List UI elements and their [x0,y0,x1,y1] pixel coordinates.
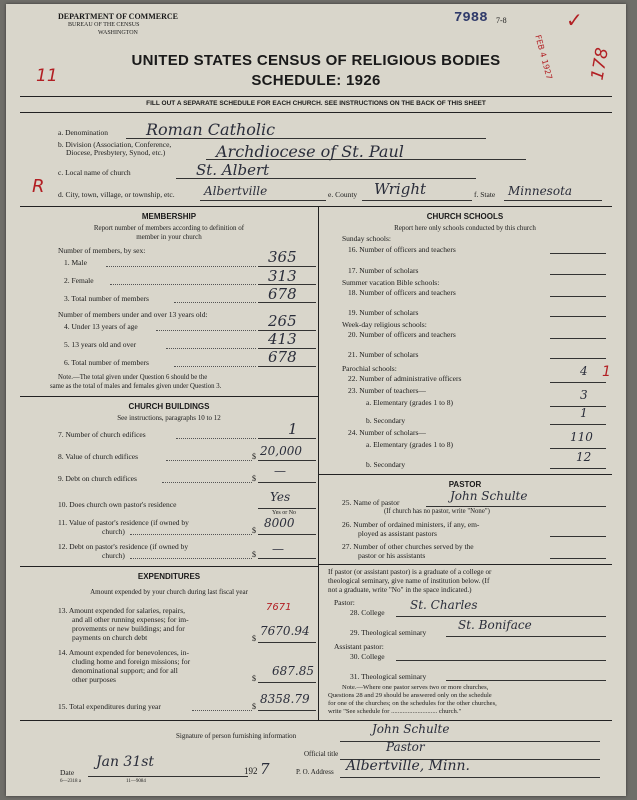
pastor-note4: write "See schedule for ............................ church." [328,708,462,715]
pastor-note1: Note.—Where one pastor serves two or more churches, [342,684,489,691]
membership-note2: same as the total of males and females given under Question 3. [50,383,222,390]
schools-sub: Report here only schools conducted by this church [394,224,536,232]
value-year: 7 [260,760,270,778]
value-q7: 1 [288,420,298,438]
form-title: UNITED STATES CENSUS OF RELIGIOUS BODIES [131,52,501,69]
label-q19: 19. Number of scholars [348,308,419,317]
label-q14a: 14. Amount expended for benevolences, in- [58,648,190,657]
label-q15: 15. Total expenditures during year [58,702,161,711]
label-q14d: other purposes [72,675,116,684]
membership-heading: MEMBERSHIP [141,212,197,221]
label-state: f. State [474,190,496,199]
label-q20: 20. Number of officers and teachers [348,330,456,339]
label-q13b: and all other running expenses; for im- [72,615,189,624]
value-q12: — [272,542,284,556]
label-q12b: church) [102,551,125,560]
received-date-stamp: FEB 4 1927 [533,34,554,81]
label-county: e. County [328,190,358,199]
label-year-prefix: 192 [244,766,258,776]
label-q2: 2. Female [64,276,94,285]
value-local-name: St. Albert [196,161,270,179]
hint-q10: Yes or No [272,510,297,516]
value-date: Jan 31st [96,754,155,770]
label-q23: 23. Number of teachers— [348,386,426,395]
label-q4: 4. Under 13 years of age [64,322,138,331]
stamp-suffix: 7-8 [496,16,507,25]
value-city: Albertville [204,184,268,198]
value-q5: 413 [268,330,297,348]
red-check-mark: ✓ [566,8,583,32]
label-by-sex: Number of members, by sex: [58,246,146,255]
value-q8: 20,000 [260,444,302,458]
value-q11: 8000 [264,516,295,530]
label-q27b: pastor or his assistants [358,551,426,560]
value-q13: 7670.94 [260,624,310,638]
pastor-note3: for one of the churches; on the schedules for the other churches, [328,700,497,707]
membership-sub1: Report number of members according to definition of [93,224,245,232]
label-q27a: 27. Number of other churches served by the [342,542,474,551]
label-signature: Signature of person furnishing information [176,732,297,740]
hint-q25: (If church has no pastor, write "None") [384,508,490,515]
pastor-para2: theological seminary, give name of institution below. (If [328,577,490,585]
label-city: d. City, town, village, or township, etc. [58,190,175,199]
label-po-address: P. O. Address [296,768,334,776]
label-asst: Assistant pastor: [334,642,384,651]
label-sunday: Sunday schools: [342,234,391,243]
red-mark-q22: 1 [602,364,611,380]
value-q25: John Schulte [450,489,528,503]
value-state: Minnesota [508,184,573,198]
label-q30: 30. College [350,652,385,661]
value-county: Wright [374,180,427,198]
label-q31: 31. Theological seminary [350,672,427,681]
label-official-title: Official title [304,750,339,758]
form-subtitle: SCHEDULE: 1926 [251,72,381,89]
label-q23a: a. Elementary (grades 1 to 8) [366,398,454,407]
value-q10: Yes [270,490,291,504]
value-po-address: Albertville, Minn. [346,758,470,774]
label-q7: 7. Number of church edifices [58,430,146,439]
buildings-sub: See instructions, paragraphs 10 to 12 [117,414,221,422]
label-denomination: a. Denomination [58,128,108,137]
label-q24: 24. Number of scholars— [348,428,426,437]
label-q11b: church) [102,527,125,536]
city-name: WASHINGTON [98,30,138,36]
red-number-right: 178 [587,46,613,82]
instruction-line: FILL OUT A SEPARATE SCHEDULE FOR EACH CHURCH. SEE INSTRUCTIONS ON THE BACK OF THIS SHEET [146,100,486,107]
label-q16: 16. Number of officers and teachers [348,245,456,254]
red-r-mark: R [32,176,45,197]
label-age: Number of members under and over 13 years old: [58,310,208,319]
label-division-2: Diocese, Presbytery, Synod, etc.) [66,148,166,157]
value-q29: St. Boniface [458,618,532,632]
value-q4: 265 [268,312,297,330]
value-q1: 365 [268,248,297,266]
stamp-number: 7988 [454,10,488,26]
membership-sub2: member in your church [136,233,202,241]
census-schedule-sheet: DEPARTMENT OF COMMERCE BUREAU OF THE CENSUS WASHINGTON 7988 7-8 ✓ FEB 4 1927 178 11 UNITED STATES CENSUS OF RELIGIOUS BODIES SCHEDULE: 1926 FILL OUT A SEPARATE SCHEDULE FOR EACH CHURCH. SEE INSTRUCTIONS ON THE BACK OF THIS SHEET a. Denomination Roman Catholic b. Division (Association, Conference, Diocese, Presbytery, Synod, etc.) Archdiocese of St. Paul c. Local name of church St. Albert R d. City, town, village, or township, etc. Albertville e. County Wright f. State Minnesota MEMBERSHIP Report number of members according to definition of member in your church Number of members, by sex: 1. Male 365 2. Female 313 3. Total number of members 678 Number of members under and over 13 years old: 4. Under 13 years of age 265 5. 13 years old and over 413 6. Total number of members 678 Note.—The total given under Question 6 should be the same as the total of males and females given under Question 3. CHURCH BUILDINGS See instructions, paragraphs 10 to 12 7. Number of church edifices 1 8. Value of church edifices $ 20,000 9. Debt on church edifices $ — 10. Does church own pastor's residence Yes Yes or No 11. Value of pastor's residence (if owned by church) $ 8000 12. Debt on pastor's residence (if owned by church) $ — EXPENDITURES Amount expended by your church during last fiscal year 13. Amount expended for salaries, repairs, and all other running expenses; for im- provements or new buildings; and for payments on church debt 7671 $ 7670.94 14. Amount expended for benevolences, in- cluding home and foreign missions; for denominational support; and for all other purposes $ 687.85 15. Total expenditures during year $ 8358.79 CHURCH SCHOOLS Report here only schools conducted by this church Sunday schools: 16. Number of officers and teachers 17. Number of scholars Summer vacation Bible schools: 18. Number of officers and teachers 19. Number of scholars Week-day religious schools: 20. Number of officers and teachers 21. Number of scholars Parochial schools: 22. Number of administrative officers 4 1 23. Number of teachers— a. Elementary (grades 1 to 8) 3 b. Secondary 1 24. Number of scholars— a. Elementary (grades 1 to 8) 110 b. Secondary 12 PASTOR 25. Name of pastor John Schulte (If church has no pastor, write "None") 26. Number of ordained ministers, if any, em- ployed as assistant pastors 27. Number of other churches served by the pastor or his assistants If pastor (or assistant pastor) is a graduate of a college or theological seminary, give name of institution below. (If not a graduate, write "No" in the space indicated.) Pastor: 28. College St. Charles 29. Theological seminary St. Boniface Assistant pastor: 30. College 31. Theological seminary Note.—Where one pastor serves two or more churches, Questions 28 and 29 should be answered only on the schedule for one of the churches; on the schedules for the other churches, write "See schedule for ............................ church." Signature of person furnishing information John Schulte Official title Pastor Date Jan 31st 192 7 6—2318 a 11—9084 P. O. Address Albertville, Minn. [6,4,626,796]
value-denomination: Roman Catholic [146,120,276,139]
value-q6: 678 [268,348,297,366]
label-q13c: provements or new buildings; and for [72,624,185,633]
label-weekday: Week-day religious schools: [342,320,427,329]
value-q24b: 12 [576,450,592,464]
value-q23a: 3 [580,388,588,402]
value-q28: St. Charles [410,598,478,612]
label-q3: 3. Total number of members [64,294,149,303]
label-q11: 11. Value of pastor's residence (if owned by [58,518,189,527]
label-q5: 5. 13 years old and over [64,340,137,349]
label-q13a: 13. Amount expended for salaries, repairs, [58,606,186,615]
label-q26a: 26. Number of ordained ministers, if any, em- [342,520,480,529]
value-official-title: Pastor [386,740,425,754]
label-q14c: denominational support; and for all [72,666,178,675]
label-q18: 18. Number of officers and teachers [348,288,456,297]
pastor-para1: If pastor (or assistant pastor) is a graduate of a college or [328,568,492,576]
value-q24a: 110 [570,430,593,444]
label-q13d: payments on church debt [72,633,148,642]
label-division: b. Division (Association, Conference, [58,140,172,149]
label-q1: 1. Male [64,258,87,267]
label-q28: 28. College [350,608,385,617]
value-signature: John Schulte [372,722,450,736]
bureau-name: BUREAU OF THE CENSUS [68,22,140,28]
label-q14b: cluding home and foreign missions; for [72,657,191,666]
value-q3: 678 [268,285,297,303]
label-q23b: b. Secondary [366,416,406,425]
label-q26b: ployed as assistant pastors [358,529,437,538]
label-date: Date [60,768,75,777]
buildings-heading: CHURCH BUILDINGS [128,402,210,411]
label-q21: 21. Number of scholars [348,350,419,359]
form-number-2: 11—9084 [126,779,146,784]
label-q8: 8. Value of church edifices [58,452,139,461]
pastor-heading: PASTOR [448,480,482,489]
value-q2: 313 [268,267,297,285]
red-number-left: 11 [36,66,58,86]
label-q17: 17. Number of scholars [348,266,419,275]
label-q24b: b. Secondary [366,460,406,469]
dept-name: DEPARTMENT OF COMMERCE [58,12,179,21]
value-q23b: 1 [580,406,588,420]
value-q9: — [274,464,286,478]
membership-note1: Note.—The total given under Question 6 should be the [58,374,208,381]
pastor-note2: Questions 28 and 29 should be answered only on the schedule [328,692,492,699]
value-q14: 687.85 [272,664,314,678]
label-summer: Summer vacation Bible schools: [342,278,440,287]
note-q13: 7671 [266,602,292,613]
value-q15: 8358.79 [260,692,310,706]
value-division: Archdiocese of St. Paul [216,142,404,161]
expenditures-heading: EXPENDITURES [137,572,201,581]
label-q24a: a. Elementary (grades 1 to 8) [366,440,454,449]
form-number: 6—2318 a [60,779,81,784]
label-pastor: Pastor: [334,598,355,607]
label-q10: 10. Does church own pastor's residence [58,500,177,509]
label-q9: 9. Debt on church edifices [58,474,137,483]
label-q12: 12. Debt on pastor's residence (if owned by [58,542,189,551]
pastor-para3: not a graduate, write "No" in the space indicated.) [328,586,472,594]
schools-heading: CHURCH SCHOOLS [426,212,504,221]
label-q25: 25. Name of pastor [342,498,400,507]
label-q22: 22. Number of administrative officers [348,374,462,383]
expenditures-sub: Amount expended by your church during last fiscal year [90,588,248,596]
label-q6: 6. Total number of members [64,358,149,367]
value-q22: 4 [580,364,588,378]
label-local-name: c. Local name of church [58,168,131,177]
label-parochial: Parochial schools: [342,364,397,373]
label-q29: 29. Theological seminary [350,628,427,637]
